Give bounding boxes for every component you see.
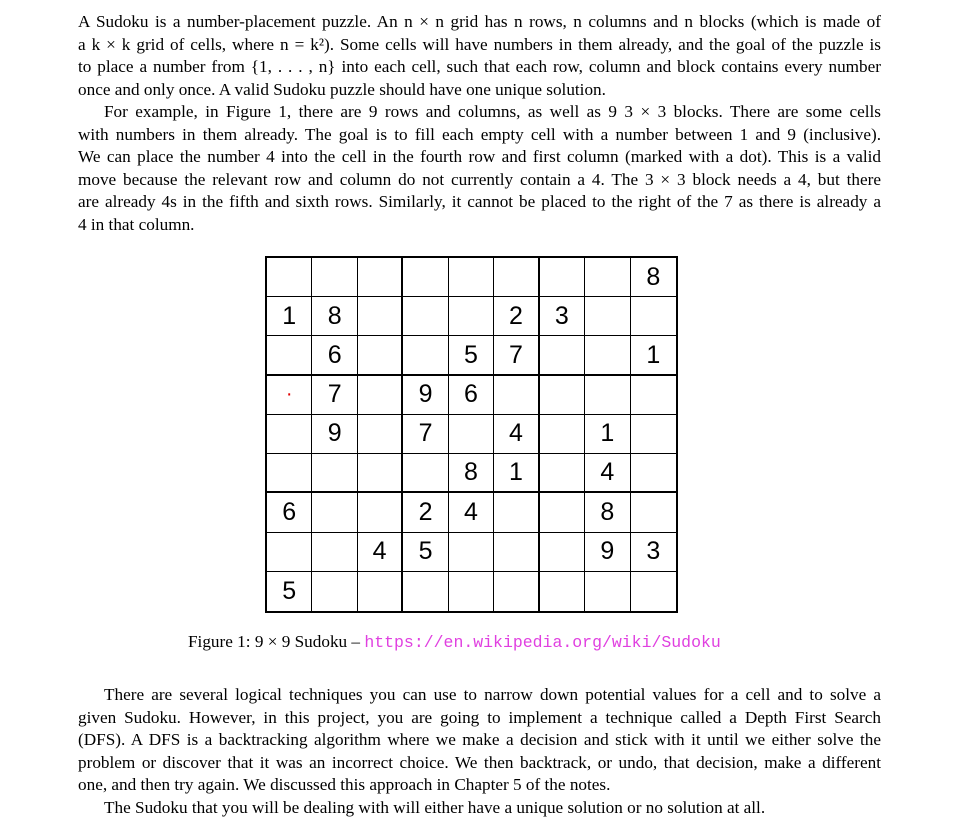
text-line: We can place the number 4 into the cell in the fourth row and first column (marked with a dot). This is a valid bbox=[78, 147, 881, 167]
sudoku-cell bbox=[403, 336, 448, 375]
text-line: one, and then try again. We discussed this approach in Chapter 5 of the notes. bbox=[78, 775, 611, 795]
sudoku-cell bbox=[358, 415, 403, 454]
intro-paragraph bbox=[78, 11, 881, 101]
caption-label: Figure 1: 9 × 9 Sudoku – bbox=[188, 632, 365, 651]
sudoku-cell: 9 bbox=[585, 533, 630, 572]
sudoku-cell: · bbox=[267, 376, 312, 415]
sudoku-cell bbox=[631, 454, 676, 493]
sudoku-cell bbox=[585, 258, 630, 297]
example-paragraph bbox=[78, 101, 881, 237]
sudoku-cell: 6 bbox=[312, 336, 357, 375]
sudoku-cell bbox=[631, 415, 676, 454]
dfs-paragraph bbox=[78, 684, 881, 797]
sudoku-cell bbox=[312, 533, 357, 572]
sudoku-cell bbox=[358, 336, 403, 375]
caption-url-link[interactable]: https://en.wikipedia.org/wiki/Sudoku bbox=[364, 633, 721, 652]
text-line: A Sudoku is a number-placement puzzle. An n × n grid has n rows, n columns and n blocks (which is made of bbox=[78, 12, 881, 31]
text-line: There are several logical techniques you can use to narrow down potential values for a cell and to solve a bbox=[104, 685, 881, 704]
text-line: are already 4s in the fifth and sixth rows. Similarly, it cannot be placed to the right of the 7 as there is already a bbox=[78, 192, 881, 212]
sudoku-cell bbox=[403, 297, 448, 336]
text-line: given Sudoku. However, in this project, you are going to implement a technique called a Depth First Search bbox=[78, 707, 881, 727]
text-line: move because the relevant row and column do not currently contain a 4. The 3 × 3 block needs a 4, but there bbox=[78, 169, 881, 189]
sudoku-cell: 1 bbox=[585, 415, 630, 454]
sudoku-cell: 5 bbox=[403, 533, 448, 572]
sudoku-cell: 4 bbox=[358, 533, 403, 572]
sudoku-cell bbox=[585, 297, 630, 336]
sudoku-cell bbox=[540, 376, 585, 415]
sudoku-grid bbox=[265, 256, 678, 613]
sudoku-cell bbox=[585, 336, 630, 375]
sudoku-cell: 4 bbox=[494, 415, 539, 454]
sudoku-cell: 7 bbox=[494, 336, 539, 375]
sudoku-cell: 7 bbox=[312, 376, 357, 415]
sudoku-cell bbox=[540, 533, 585, 572]
sudoku-cell bbox=[403, 454, 448, 493]
text-line: For example, in Figure 1, there are 9 rows and columns, as well as 9 3 × 3 blocks. There are some cells bbox=[104, 102, 881, 121]
sudoku-cell bbox=[494, 493, 539, 532]
sudoku-cell: 2 bbox=[403, 493, 448, 532]
sudoku-cell: 1 bbox=[494, 454, 539, 493]
sudoku-cell: 9 bbox=[312, 415, 357, 454]
sudoku-cell bbox=[540, 258, 585, 297]
sudoku-cell: 5 bbox=[449, 336, 494, 375]
text-line: 4 in that column. bbox=[78, 214, 195, 234]
sudoku-cell bbox=[358, 454, 403, 493]
text-line: a k × k grid of cells, where n = k²). Some cells will have numbers in them already, and the goal of the puzzle is bbox=[78, 34, 881, 54]
text-line: with numbers in them already. The goal is to fill each empty cell with a number between 1 and 9 (inclusive). bbox=[78, 124, 881, 144]
sudoku-cell: 1 bbox=[267, 297, 312, 336]
sudoku-cell: 7 bbox=[403, 415, 448, 454]
sudoku-cell: 6 bbox=[449, 376, 494, 415]
sudoku-cell bbox=[631, 572, 676, 611]
sudoku-cell bbox=[358, 493, 403, 532]
sudoku-cell bbox=[267, 336, 312, 375]
sudoku-cell: 9 bbox=[403, 376, 448, 415]
sudoku-cell: 3 bbox=[631, 533, 676, 572]
sudoku-cell bbox=[449, 572, 494, 611]
sudoku-cell bbox=[631, 493, 676, 532]
sudoku-cell bbox=[267, 258, 312, 297]
sudoku-cell bbox=[403, 258, 448, 297]
sudoku-cell bbox=[494, 258, 539, 297]
sudoku-cell: 8 bbox=[312, 297, 357, 336]
sudoku-cell bbox=[267, 415, 312, 454]
sudoku-cell bbox=[312, 454, 357, 493]
text-line: problem or discover that it was an incorrect choice. We then backtrack, or undo, that decision, make a different bbox=[78, 752, 881, 772]
sudoku-cell: 6 bbox=[267, 493, 312, 532]
sudoku-cell bbox=[358, 258, 403, 297]
sudoku-cell bbox=[631, 376, 676, 415]
sudoku-cell bbox=[358, 297, 403, 336]
sudoku-cell bbox=[449, 258, 494, 297]
figure-caption bbox=[188, 632, 721, 652]
sudoku-cell bbox=[494, 533, 539, 572]
sudoku-cell bbox=[449, 533, 494, 572]
sudoku-cell bbox=[267, 454, 312, 493]
sudoku-cell bbox=[312, 258, 357, 297]
sudoku-cell: 8 bbox=[631, 258, 676, 297]
sudoku-cell bbox=[540, 336, 585, 375]
sudoku-cell bbox=[449, 297, 494, 336]
sudoku-cell: 5 bbox=[267, 572, 312, 611]
sudoku-cell: 2 bbox=[494, 297, 539, 336]
solution-note-paragraph bbox=[78, 797, 881, 820]
sudoku-cell: 3 bbox=[540, 297, 585, 336]
sudoku-cell: 4 bbox=[585, 454, 630, 493]
sudoku-cell bbox=[540, 454, 585, 493]
sudoku-cell bbox=[540, 415, 585, 454]
sudoku-cell bbox=[494, 572, 539, 611]
sudoku-cell bbox=[540, 493, 585, 532]
sudoku-cell bbox=[540, 572, 585, 611]
sudoku-cell bbox=[585, 376, 630, 415]
sudoku-cell: 4 bbox=[449, 493, 494, 532]
sudoku-cell: 1 bbox=[631, 336, 676, 375]
sudoku-cell bbox=[403, 572, 448, 611]
sudoku-cell bbox=[585, 572, 630, 611]
sudoku-cell bbox=[631, 297, 676, 336]
text-line: to place a number from {1, . . . , n} into each cell, such that each row, column and block contains every number bbox=[78, 57, 881, 77]
sudoku-cell: 8 bbox=[585, 493, 630, 532]
text-line: once and only once. A valid Sudoku puzzle should have one unique solution. bbox=[78, 79, 606, 99]
sudoku-cell: 8 bbox=[449, 454, 494, 493]
sudoku-cell bbox=[267, 533, 312, 572]
sudoku-cell bbox=[358, 376, 403, 415]
sudoku-cell bbox=[312, 572, 357, 611]
text-line: The Sudoku that you will be dealing with will either have a unique solution or no solution at all. bbox=[104, 798, 766, 817]
sudoku-cell bbox=[312, 493, 357, 532]
sudoku-cell bbox=[358, 572, 403, 611]
text-line: (DFS). A DFS is a backtracking algorithm where we make a decision and stick with it until we either solve the bbox=[78, 730, 881, 750]
sudoku-cell bbox=[449, 415, 494, 454]
sudoku-cell bbox=[494, 376, 539, 415]
